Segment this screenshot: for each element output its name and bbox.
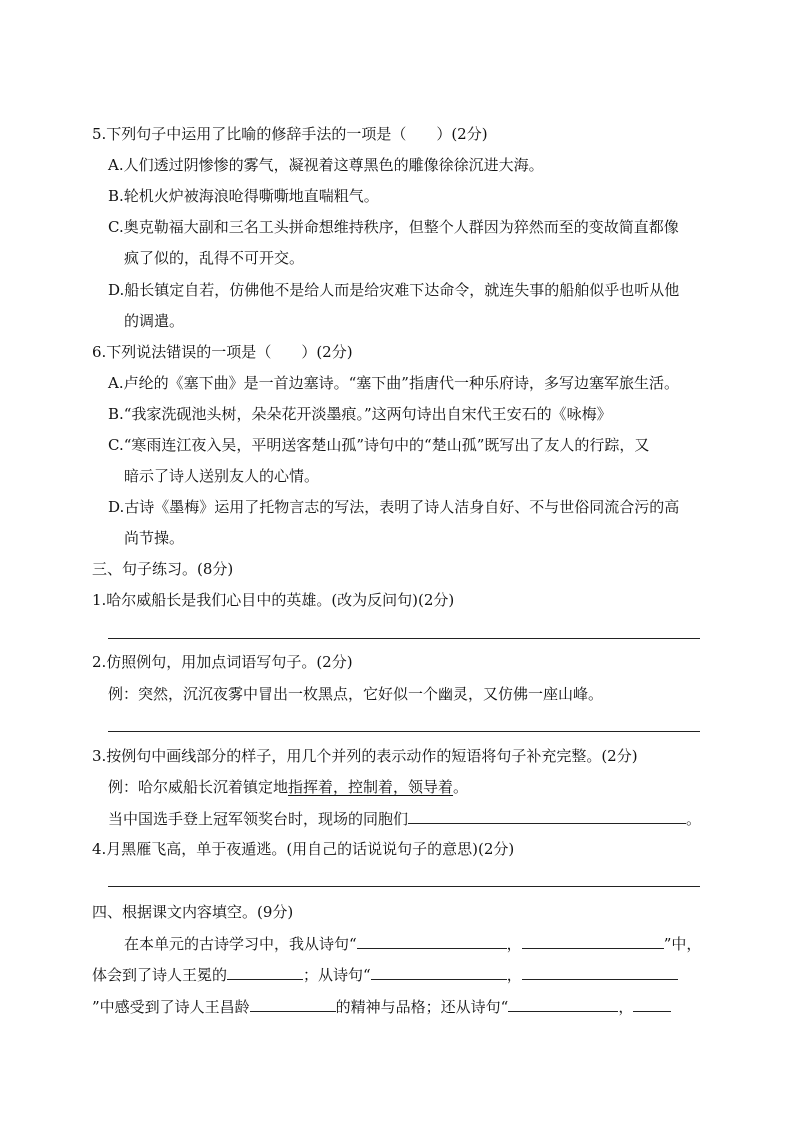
s4-blank-8[interactable] <box>633 996 671 1012</box>
q6-option-b: B.“我家洗砚池头树，朵朵花开淡墨痕。”这两句诗出自宋代王安石的《咏梅》 <box>108 405 612 423</box>
s4-line1-text-b: ， <box>506 935 522 953</box>
q6-option-d-line1: D.古诗《墨梅》运用了托物言志的写法，表明了诗人洁身自好、不与世俗同流合污的高 <box>108 498 680 516</box>
s3-q3-example <box>108 777 468 797</box>
q5-option-b: B.轮机火炉被海浪呛得嘶嘶地直喘粗气。 <box>108 187 379 205</box>
s4-line1-text-c: ”中， <box>663 935 702 953</box>
s4-line1-text-a: 在本单元的古诗学习中，我从诗句“ <box>124 935 357 953</box>
s3-q3-task-end: 。 <box>686 810 702 828</box>
section4-title: 四、根据课文内容填空。(9分) <box>92 903 294 921</box>
s4-para-line3 <box>92 996 671 1017</box>
s4-blank-2[interactable] <box>522 933 664 949</box>
s3-q2-answer-line[interactable] <box>108 731 700 732</box>
s3-q1-answer-line[interactable] <box>108 638 700 639</box>
s4-line2-text-c: ， <box>506 966 522 984</box>
q5-option-c-line1: C.奥克勒福大副和三名工头拼命想维持秩序，但整个人群因为猝然而至的变故简直都像 <box>108 218 679 236</box>
s4-blank-5[interactable] <box>522 964 678 980</box>
s4-line2-text-b: ；从诗句“ <box>303 966 371 984</box>
q5-option-d-line1: D.船长镇定自若，仿佛他不是给人而是给灾难下达命令，就连失事的船舶似乎也听从他 <box>108 281 680 299</box>
s3-q3-task <box>108 808 701 829</box>
q6-option-a: A.卢纶的《塞下曲》是一首边塞诗。“塞下曲”指唐代一种乐府诗，多写边塞军旅生活。 <box>108 374 679 392</box>
q5-option-c-line2: 疯了似的，乱得不可开交。 <box>124 249 305 267</box>
q6-option-c-line1: C.“寒雨连江夜入吴，平明送客楚山孤”诗句中的“楚山孤”既写出了友人的行踪，又 <box>108 436 650 454</box>
q6-stem: 6.下列说法错误的一项是（ ）(2分) <box>92 343 353 361</box>
s4-line2-text-a: 体会到了诗人王冕的 <box>92 966 228 984</box>
s3-q2: 2.仿照例句，用加点词语写句子。(2分) <box>92 653 353 671</box>
q5-option-d-line2: 的调遣。 <box>124 312 185 330</box>
q6-option-d-line2: 尚节操。 <box>124 529 185 547</box>
s3-q3-answer-blank[interactable] <box>408 808 686 824</box>
s3-q2-example: 例：突然，沉沉夜雾中冒出一枚黑点，它好似一个幽灵，又仿佛一座山峰。 <box>108 685 604 703</box>
s3-q4: 4.月黑雁飞高，单于夜遁逃。(用自己的话说说句子的意思)(2分) <box>92 840 515 858</box>
s3-q3: 3.按例句中画线部分的样子，用几个并列的表示动作的短语将句子补充完整。(2分) <box>92 747 638 765</box>
q6-option-c-line2: 暗示了诗人送别友人的心情。 <box>124 467 320 485</box>
s4-para-line2 <box>92 964 678 985</box>
s3-q3-example-prefix: 例：哈尔威船长沉着镇定地 <box>108 778 289 796</box>
s4-blank-7[interactable] <box>508 996 618 1012</box>
s3-q1: 1.哈尔威船长是我们心目中的英雄。(改为反问句)(2分) <box>92 591 455 609</box>
s3-q3-example-suffix: 。 <box>453 778 469 796</box>
s4-blank-4[interactable] <box>371 964 507 980</box>
s4-line3-text-c: ， <box>618 998 634 1016</box>
s4-line3-text-a: ”中感受到了诗人王昌龄 <box>92 998 250 1016</box>
s4-blank-6[interactable] <box>250 996 336 1012</box>
q5-stem: 5.下列句子中运用了比喻的修辞手法的一项是（ ）(2分) <box>92 125 488 143</box>
s4-para-line1 <box>124 933 701 954</box>
s4-blank-1[interactable] <box>357 933 507 949</box>
q5-option-a: A.人们透过阴惨惨的雾气，凝视着这尊黑色的雕像徐徐沉进大海。 <box>108 156 544 174</box>
s3-q3-example-underlined: 指挥着，控制着，领导着 <box>288 778 454 796</box>
s4-blank-3[interactable] <box>227 964 303 980</box>
s3-q3-task-text: 当中国选手登上冠军领奖台时，现场的同胞们 <box>108 810 409 828</box>
section3-title: 三、句子练习。(8分) <box>92 560 234 578</box>
s3-q4-answer-line[interactable] <box>108 886 700 887</box>
s4-line3-text-b: 的精神与品格；还从诗句“ <box>335 998 509 1016</box>
